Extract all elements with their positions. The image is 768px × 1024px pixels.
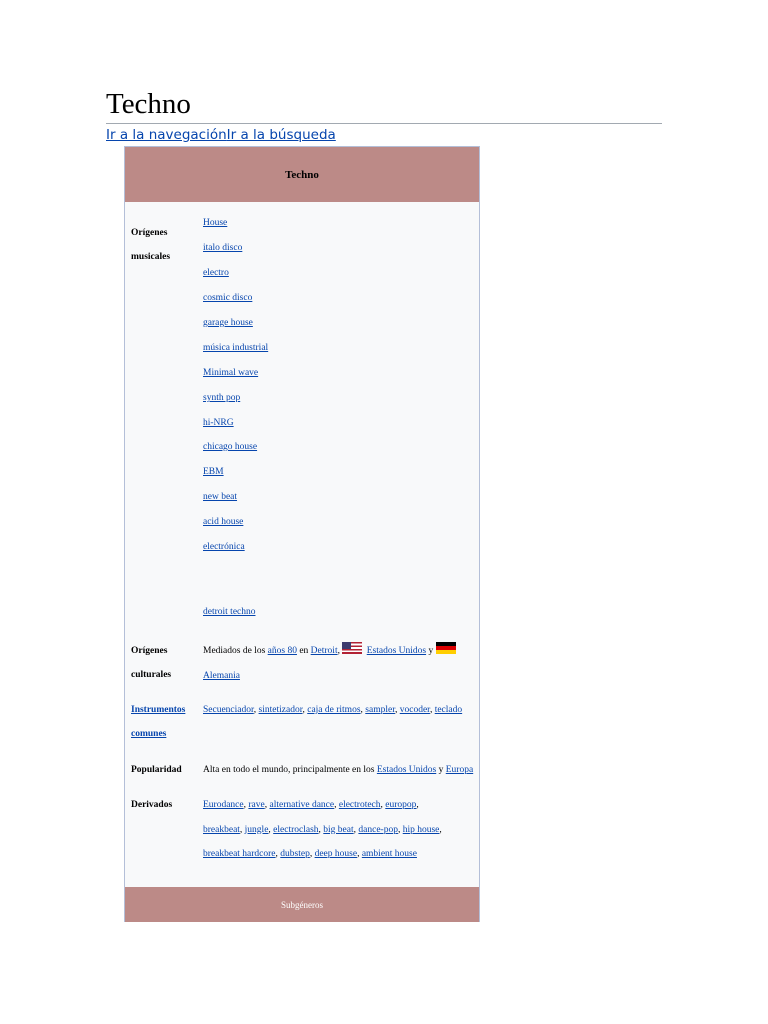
derived-genre-link[interactable]: rave [248, 800, 265, 810]
derived-genre-link[interactable]: dubstep [280, 849, 310, 859]
city-link[interactable]: Detroit [310, 646, 338, 656]
derived-genre-link[interactable]: dance-pop [358, 824, 398, 835]
text: Mediados de los [203, 646, 268, 656]
text: Alta en todo el mundo, principalmente en los [203, 765, 377, 775]
genre-link[interactable]: chicago house [203, 442, 258, 452]
skip-to-navigation-link[interactable]: Ir a la navegación [106, 127, 227, 143]
label-line: Instrumentos [131, 705, 186, 715]
genre-link[interactable]: electrónica [203, 542, 245, 552]
derived-genre-link[interactable]: breakbeat [203, 824, 240, 835]
instrument-link[interactable]: Secuenciador [203, 705, 254, 715]
text: , [337, 646, 343, 656]
decade-link[interactable]: años 80 [267, 646, 297, 656]
genre-link[interactable]: EBM [203, 467, 224, 477]
derived-genre-link[interactable]: europop [385, 800, 417, 810]
instrument-link[interactable]: vocoder [399, 705, 430, 715]
derived-genre-link[interactable]: electrotech [338, 800, 381, 810]
infobox [124, 146, 480, 922]
country-link[interactable]: Alemania [203, 670, 240, 681]
genre-link[interactable]: detroit techno [203, 607, 256, 617]
instrument-link[interactable]: sampler [365, 705, 395, 715]
genre-link[interactable]: garage house [203, 318, 253, 328]
label-origenes-musicales [131, 221, 170, 269]
country-link[interactable]: Estados Unidos [366, 646, 427, 656]
derived-genre-link[interactable]: electroclash [273, 824, 319, 835]
origenes-culturales-value [203, 639, 475, 688]
derived-genre-link[interactable]: jungle [244, 824, 269, 835]
derived-genre-link[interactable]: big beat [323, 824, 354, 835]
label-derivados: Derivados [131, 800, 173, 810]
genre-link[interactable]: música industrial [203, 343, 269, 353]
text: en [296, 646, 311, 656]
genre-link[interactable]: electro [203, 268, 229, 278]
derived-genre-link[interactable]: deep house [314, 849, 358, 859]
genre-link[interactable]: House [203, 218, 228, 228]
us-flag-icon [342, 642, 362, 654]
genre-link[interactable]: Minimal wave [203, 368, 259, 378]
genre-link[interactable]: acid house [203, 517, 244, 527]
label-origenes-culturales [131, 639, 171, 687]
text: y [436, 765, 446, 775]
infobox-footer: Subgéneros [125, 887, 479, 922]
derived-genre-link[interactable]: hip house [402, 824, 440, 835]
label-line: culturales [131, 670, 172, 680]
derived-genre-link[interactable]: Eurodance [203, 800, 244, 810]
genre-link[interactable]: italo disco [203, 243, 243, 253]
genre-link[interactable]: hi-NRG [203, 418, 234, 428]
instrument-link[interactable]: teclado [434, 705, 463, 715]
text: y [426, 646, 436, 656]
label-line: Orígenes [131, 228, 168, 238]
instrumentos-value: Secuenciador, sintetizador, caja de ritmos, sampler, vocoder, teclado [203, 705, 463, 715]
country-link[interactable]: Estados Unidos [376, 765, 437, 775]
instrument-link[interactable]: sintetizador [258, 705, 303, 715]
page-title: Techno [106, 88, 191, 120]
germany-flag-icon [436, 642, 456, 654]
derived-genre-link[interactable]: breakbeat hardcore [203, 849, 276, 859]
label-line: musicales [131, 252, 171, 262]
derived-genre-link[interactable]: ambient house [361, 849, 417, 859]
label-line: comunes [131, 729, 167, 739]
popularidad-value [203, 758, 475, 783]
infobox-header: Techno [125, 147, 479, 202]
genre-link[interactable]: synth pop [203, 393, 241, 403]
skip-links [106, 127, 336, 143]
label-line: Orígenes [131, 646, 168, 656]
genre-link[interactable]: cosmic disco [203, 293, 253, 303]
label-popularidad: Popularidad [131, 765, 182, 775]
region-link[interactable]: Europa [445, 765, 474, 775]
skip-to-search-link[interactable]: Ir a la búsqueda [226, 127, 336, 143]
derived-genre-link[interactable]: alternative dance [269, 800, 335, 810]
instrument-link[interactable]: caja de ritmos [307, 705, 361, 715]
title-divider [106, 123, 662, 124]
genre-link[interactable]: new beat [203, 492, 238, 502]
derivados-value: Eurodance, rave, alternative dance, electrotech, europop, breakbeat, jungle, electroclash, big beat, dance-pop, hip house, breakbeat hardcore, dubstep, deep house, ambient house [203, 800, 442, 859]
label-instrumentos-comunes[interactable] [131, 698, 185, 746]
